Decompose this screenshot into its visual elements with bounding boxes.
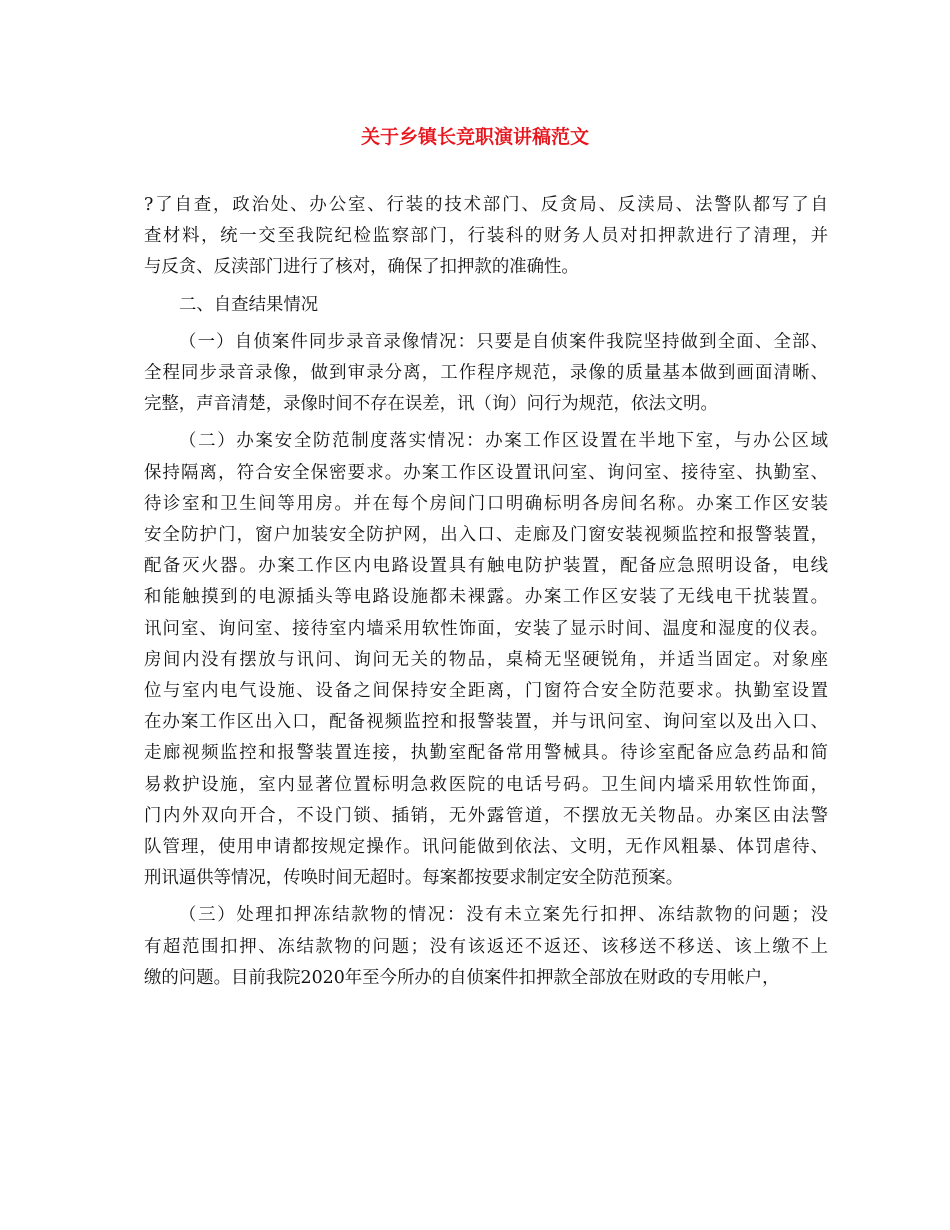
text-line: 查材料，统一交至我院纪检监察部门，行装科的财务人员对扣押款进行了清理，并 bbox=[144, 226, 828, 247]
text-line: 全程同步录音录像，做到审录分离，工作程序规范，录像的质量基本做到画面清晰、 bbox=[144, 363, 828, 384]
text-line: 房间内没有摆放与讯问、询问无关的物品，桌椅无坚硬锐角，并适当固定。对象座 bbox=[144, 649, 828, 670]
text-line: （二）办案安全防范制度落实情况：办案工作区设置在半地下室，与办公区域 bbox=[179, 431, 828, 452]
text-line: 刑讯逼供等情况，传唤时间无超时。每案都按要求制定安全防范预案。 bbox=[144, 868, 684, 889]
paragraph-p5 bbox=[144, 900, 828, 994]
text-line: 门内外双向开合，不设门锁、插销，无外露管道，不摆放无关物品。办案区由法警 bbox=[144, 805, 828, 826]
paragraph-list bbox=[144, 190, 828, 994]
text-line: 在办案工作区出入口，配备视频监控和报警装置，并与讯问室、询问室以及出入口、 bbox=[144, 712, 828, 733]
text-line: 和能触摸到的电源插头等电路设施都未裸露。办案工作区安装了无线电干扰装置。 bbox=[144, 587, 828, 608]
text-line: 位与室内电气设施、设备之间保持安全距离，门窗符合安全防范要求。执勤室设置 bbox=[144, 681, 828, 702]
text-line: （三）处理扣押冻结款物的情况：没有未立案先行扣押、冻结款物的问题；没 bbox=[179, 905, 828, 926]
paragraph-p1 bbox=[144, 190, 828, 284]
text-line: 走廊视频监控和报警装置连接，执勤室配备常用警械具。待诊室配备应急药品和简 bbox=[144, 743, 828, 764]
text-line: （一）自侦案件同步录音录像情况：只要是自侦案件我院坚持做到全面、全部、 bbox=[179, 331, 828, 352]
document-body bbox=[144, 190, 828, 1000]
text-line: 配备灭火器。办案工作区内电路设置具有触电防护装置，配备应急照明设备，电线 bbox=[144, 556, 828, 577]
paragraph-p4 bbox=[144, 426, 828, 894]
text-line: 二、自查结果情况 bbox=[179, 294, 319, 315]
text-line: 待诊室和卫生间等用房。并在每个房间门口明确标明各房间名称。办案工作区安装 bbox=[144, 493, 828, 514]
paragraph-p3 bbox=[144, 327, 828, 421]
document-title: 关于乡镇长竞职演讲稿范文 bbox=[360, 126, 589, 148]
text-line: 与反贪、反渎部门进行了核对，确保了扣押款的准确性。 bbox=[144, 257, 579, 278]
text-line: ?了自查，政治处、办公室、行装的技术部门、反贪局、反渎局、法警队都写了自 bbox=[144, 195, 828, 215]
text-line: 讯问室、询问室、接待室内墙采用软性饰面，安装了显示时间、温度和湿度的仪表。 bbox=[144, 618, 828, 639]
text-line: 完整，声音清楚，录像时间不存在误差，讯（询）问行为规范，依法文明。 bbox=[144, 394, 718, 415]
text-line: 易救护设施，室内显著位置标明急救医院的电话号码。卫生间内墙采用软性饰面， bbox=[144, 774, 828, 795]
text-line: 队管理，使用申请都按规定操作。讯问能做到依法、文明，无作风粗暴、体罚虐待、 bbox=[144, 837, 828, 858]
text-line: 有超范围扣押、冻结款物的问题；没有该返还不返还、该移送不移送、该上缴不上 bbox=[144, 936, 828, 957]
paragraph-p2 bbox=[144, 290, 828, 321]
text-line: 保持隔离，符合安全保密要求。办案工作区设置讯问室、询问室、接待室、执勤室、 bbox=[144, 462, 828, 483]
text-line: 安全防护门，窗户加装安全防护网，出入口、走廊及门窗安装视频监控和报警装置， bbox=[144, 525, 828, 546]
text-line: 缴的问题。目前我院2020年至今所办的自侦案件扣押款全部放在财政的专用帐户， bbox=[144, 967, 780, 988]
